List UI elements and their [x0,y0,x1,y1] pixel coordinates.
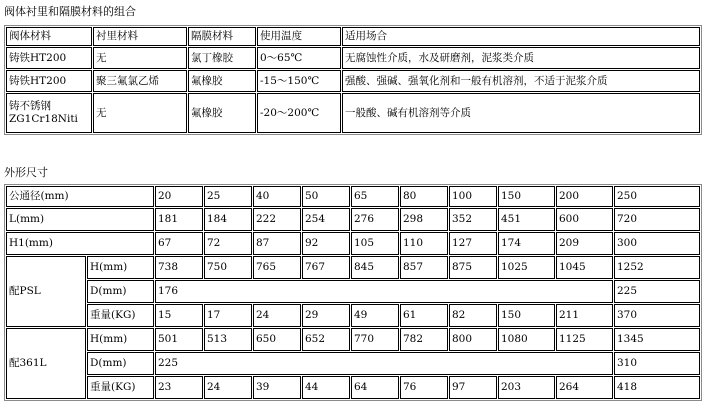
psl-weight-value: 150 [498,304,555,327]
dn-value: 40 [253,186,301,207]
body-material: 铸铁HT200 [6,70,92,92]
h1-value: 110 [400,232,448,255]
psl-h-value: 857 [400,256,448,279]
l-value: 254 [302,208,350,231]
lining-material: 聚三氟氯乙烯 [93,70,187,92]
psl-weight-value: 61 [400,304,448,327]
psl-h-value: 1025 [498,256,555,279]
h1-value: 67 [155,232,203,255]
l361-h-value: 650 [253,328,301,351]
dimensions-table [4,184,702,401]
l-value: 298 [400,208,448,231]
l361-h-value: 501 [155,328,203,351]
psl-h-value: 738 [155,256,203,279]
diaphragm-material: 氯丁橡胶 [188,47,256,69]
psl-weight-value: 82 [449,304,497,327]
l361-weight-label: 重量(KG) [87,376,154,399]
l-value: 600 [556,208,613,231]
psl-weight-value: 49 [351,304,399,327]
diaphragm-material: 氟橡胶 [188,70,256,92]
dn-value: 100 [449,186,497,207]
l361-h-value: 1125 [556,328,613,351]
h1-value: 72 [204,232,252,255]
header-temperature: 使用温度 [257,27,341,46]
l361-weight-value: 97 [449,376,497,399]
psl-weight-label: 重量(KG) [87,304,154,327]
application: 无腐蚀性介质，水及研磨剂，泥浆类介质 [342,47,700,69]
temperature: -20～200℃ [257,93,341,133]
lining-material: 无 [93,47,187,69]
psl-weight-value: 370 [614,304,700,327]
l-value: 720 [614,208,700,231]
lining-table [4,25,702,135]
h1-value: 87 [253,232,301,255]
dn-row [6,186,700,207]
temperature: 0～65℃ [257,47,341,69]
psl-d-label: D(mm) [87,280,154,303]
psl-weight-value: 24 [253,304,301,327]
l361-weight-value: 264 [556,376,613,399]
header-application: 适用场合 [342,27,700,46]
h1-value: 209 [556,232,613,255]
psl-weight-value: 17 [204,304,252,327]
l361-h-row [6,328,700,351]
dn-value: 65 [351,186,399,207]
psl-h-value: 767 [302,256,350,279]
l-value: 276 [351,208,399,231]
lining-table-title: 阀体衬里和隔膜材料的组合 [4,5,136,18]
l361-h-label: H(mm) [87,328,154,351]
header-diaphragm-material: 隔膜材料 [188,27,256,46]
dn-value: 25 [204,186,252,207]
table-row [6,93,700,133]
dn-value: 20 [155,186,203,207]
psl-weight-value: 15 [155,304,203,327]
header-lining-material: 衬里材料 [93,27,187,46]
psl-weight-value: 211 [556,304,613,327]
psl-h-value: 1252 [614,256,700,279]
l361-weight-value: 23 [155,376,203,399]
body-material: 铸不锈钢 ZG1Cr18Niti [6,93,92,133]
h1-value: 105 [351,232,399,255]
dn-value: 150 [498,186,555,207]
psl-d-value-last: 225 [614,280,700,303]
psl-h-value: 875 [449,256,497,279]
psl-h-label: H(mm) [87,256,154,279]
l-value: 184 [204,208,252,231]
l361-weight-value: 39 [253,376,301,399]
lining-material: 无 [93,93,187,133]
lining-header-row [6,27,700,46]
psl-weight-row [6,304,700,327]
l361-d-value-last: 310 [614,352,700,375]
l361-weight-value: 203 [498,376,555,399]
dn-label: 公通径(mm) [6,186,154,207]
h1-value: 92 [302,232,350,255]
h1-value: 127 [449,232,497,255]
l361-h-value: 1345 [614,328,700,351]
l361-h-value: 652 [302,328,350,351]
body-material: 铸铁HT200 [6,47,92,69]
l-value: 451 [498,208,555,231]
l361-h-value: 800 [449,328,497,351]
l361-h-value: 770 [351,328,399,351]
h1-value: 174 [498,232,555,255]
temperature: -15～150℃ [257,70,341,92]
dn-value: 200 [556,186,613,207]
table-row [6,70,700,92]
l361-weight-value: 64 [351,376,399,399]
l-value: 352 [449,208,497,231]
h1-row [6,232,700,255]
l361-weight-value: 44 [302,376,350,399]
diaphragm-material: 氟橡胶 [188,93,256,133]
l361-h-value: 513 [204,328,252,351]
dn-value: 50 [302,186,350,207]
psl-h-value: 750 [204,256,252,279]
l361-weight-value: 418 [614,376,700,399]
l361-h-value: 782 [400,328,448,351]
psl-group-label: 配PSL [6,256,86,327]
application: 一般酸、碱有机溶剂等介质 [342,93,700,133]
psl-d-row [6,280,700,303]
table-row [6,47,700,69]
l361-group-label: 配361L [6,328,86,399]
l-value: 181 [155,208,203,231]
l-row [6,208,700,231]
h1-value: 300 [614,232,700,255]
l361-weight-row [6,376,700,399]
psl-weight-value: 29 [302,304,350,327]
psl-h-value: 1045 [556,256,613,279]
l361-h-value: 1080 [498,328,555,351]
dn-value: 80 [400,186,448,207]
application: 强酸、强碱、强氧化剂和一般有机溶剂，不适于泥浆介质 [342,70,700,92]
psl-h-row [6,256,700,279]
header-body-material: 阀体材料 [6,27,92,46]
l361-d-label: D(mm) [87,352,154,375]
dn-value: 250 [614,186,700,207]
psl-h-value: 765 [253,256,301,279]
psl-h-value: 845 [351,256,399,279]
l-value: 222 [253,208,301,231]
l361-d-value: 225 [155,352,613,375]
l361-weight-value: 24 [204,376,252,399]
l-label: L(mm) [6,208,154,231]
dimensions-title: 外形尺寸 [4,166,48,179]
l361-weight-value: 76 [400,376,448,399]
l361-d-row [6,352,700,375]
psl-d-value: 176 [155,280,613,303]
h1-label: H1(mm) [6,232,154,255]
